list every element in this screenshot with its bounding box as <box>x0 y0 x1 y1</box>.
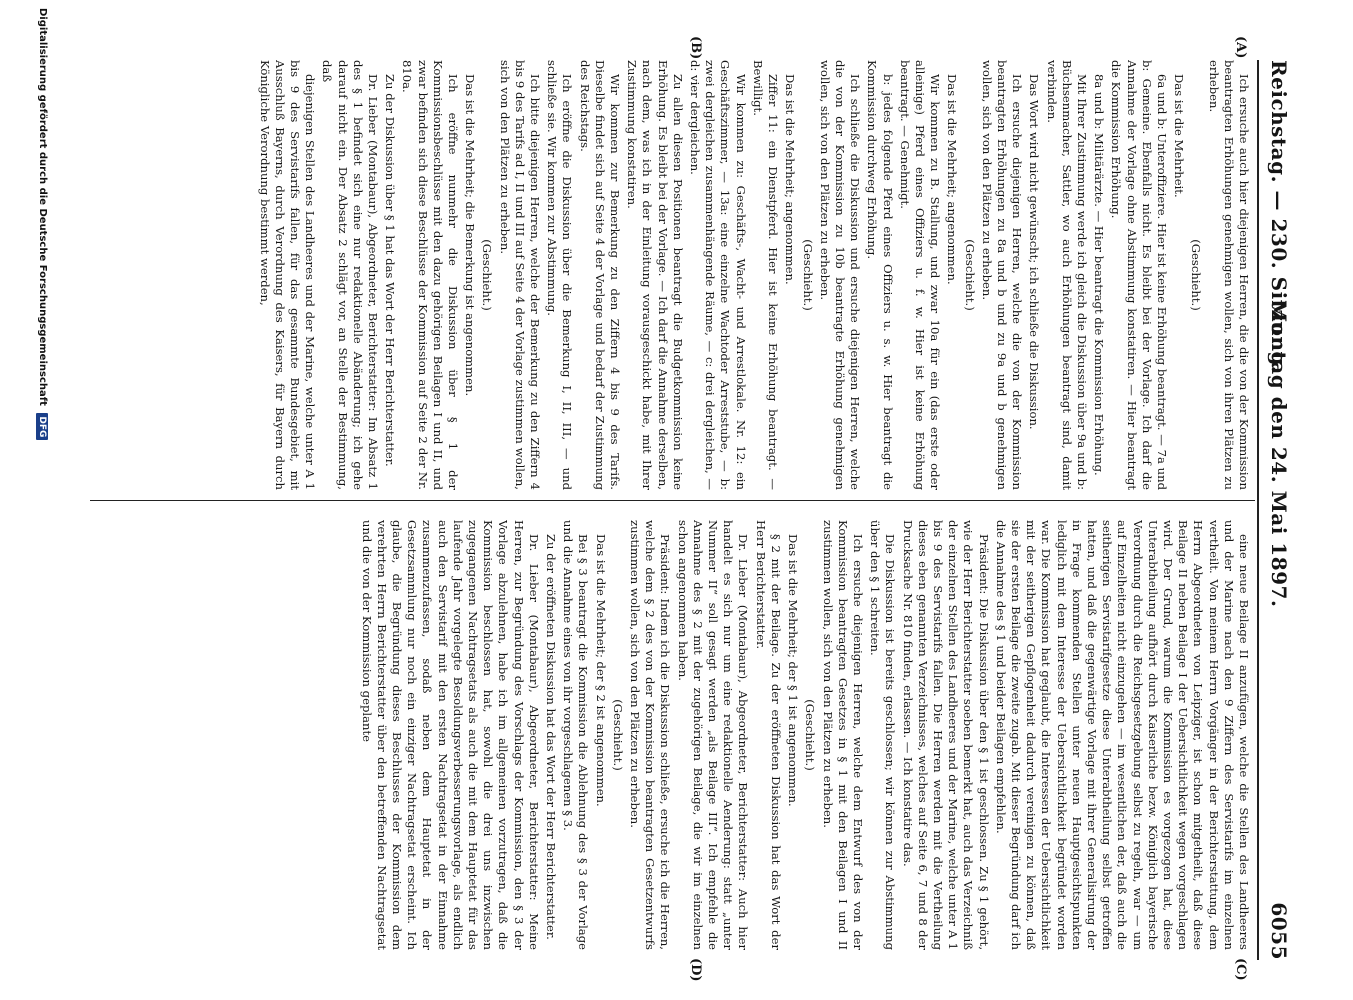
paragraph: Zu der Diskussion über § 1 hat das Wort der Herr Berichterstatter. <box>383 74 398 467</box>
paragraph: Dr. Lieber (Montabaur), Abgeordneter, Berichterstatter: Auch hier handelt es sich nur um eine redaktionelle Aenderung: statt „unter Nummer II“ soll gesagt werden „als Beilage III“. Ich empfehle die Annahme des § 2 mit der zugehörigen Beilage, die wir im einzelnen schon angenommen haben. <box>675 520 751 950</box>
column-divider <box>90 500 1255 501</box>
paragraph: Das ist die Mehrheit; der § 2 ist angenommen. <box>593 534 608 807</box>
header-page-number: 6055 <box>1267 902 1291 960</box>
left-column <box>91 60 1251 490</box>
paragraph: Das ist die Mehrheit; angenommen. <box>783 74 798 285</box>
paragraph: Ich eröffne nunmehr die Diskussion über § 1 der Kommissionsbeschlüsse mit den dazu gehörigen Beilagen I und II, und zwar befinden sich diese Beschlüsse der Kommission auf Seite 2 der Nr. 810a. <box>400 60 461 490</box>
paragraph: (Geschieht.) <box>962 239 977 311</box>
paragraph: diejenigen Stellen des Landheeres und der Marine, welche unter A 1 bis 9 des Servistarifs fallen, für das gesammte Bundesgebiet, mit Ausschluß Bayerns, durch Verordnung des Kaisers, für Bayern durch Königliche Verordnung bestimmt werden, <box>257 60 318 490</box>
paragraph: Die Diskussion ist bereits geschlossen; wir können zur Abstimmung über den § 1 schreiten. <box>868 520 898 950</box>
paragraph: eine neue Beilage II anzufügen, welche die Stellen des Landheeres und der Marine nach den 9 Ziffern des Servistarifs im einzelnen vertheilt. Von meinem Herrn Vorgänger in der Berichterstattung, dem Herrn Abgeordneten von Leipziger, ist schon mitgetheilt, daß diese Beilage II neben Beilage I der Uebersichtlichkeit wegen vorgeschlagen wird. Der Grund, warum die Kommission es vorgezogen hat, diese Unterabtheilung aufhört durch Kaiserliche bezw. Königlich bayerische Verordnung durch die Reichsgesetzgebung selbst zu regeln, war — um auf Einzelheiten nicht einzugehen — im wesentlichen der, daß auch die seitherigen Servistarifgesetze diese Unterabtheilung selbst getroffen hatten, und daß die gegenwärtige Vorlage mit ihrer Generalisirung der in Frage kommenden Stellen unter neuen Hauptgesichtspunkten lediglich mit dem Interesse der Uebersichtlichkeit begründet worden war. Die Kommission hat geglaubt, die Interessen der Uebersichtlichkeit mit der seitherigen Gepflogenheit dadurch vereinigen zu können, daß sie der ersten Beilage die zweite zugab. Mit dieser Begründung darf ich die Annahme des § 1 und beider Beilagen empfehlen. <box>993 520 1251 950</box>
paragraph: Präsident: Die Diskussion über den § 1 ist geschlossen. Zu § 1 gehört, wie der Herr Berichterstatter soeben bemerkt hat, auch das Verzeichniß der einzelnen Stellen des Landheeres und der Marine, welche unter A 1 bis 9 des Servistarifs fallen. Die Herren werden mit die Vertheilung dieses eben genannten Verzeichnisses, welches auf Seite 6, 7 und 8 der Drucksache Nr. 810 finden, erlassen. — Ich konstatire das. <box>900 520 991 950</box>
paragraph: Ich eröffne die Diskussion über die Bemerkung I, II, III, — und schließe sie. Wir kommen zur Abstimmung. <box>545 60 575 490</box>
right-column <box>91 520 1251 950</box>
paragraph: (Geschieht.) <box>1189 239 1204 311</box>
paragraph: (Geschieht.) <box>800 239 815 311</box>
margin-marker-b: (B) <box>688 36 703 60</box>
paragraph: Dr. Lieber (Montabaur), Abgeordneter, Berichterstatter: Im Absatz 1 des § 1 befindet sich eine nur redaktionelle Abänderung; ich gehe darauf nicht ein. Der Absatz 2 schlägt vor, an Stelle der Bestimmung, daß <box>320 60 381 490</box>
header-rule <box>1257 60 1259 960</box>
page-header <box>1261 60 1291 960</box>
paragraph: Wir kommen zur Bemerkung zu den Ziffern 4 bis 9 des Tarifs. Dieselbe findet sich auf Seite 4 der Vorlage und bedarf der Zustimmung des Reichstags. <box>577 60 623 490</box>
margin-marker-a: (A) <box>1233 36 1248 59</box>
paragraph: Bei § 3 beantragt die Kommission die Ablehnung des § 3 der Vorlage und die Annahme eines von ihr vorgeschlagenen § 3. <box>561 520 591 950</box>
paragraph: Ich schließe die Diskussion und ersuche diejenigen Herren, welche die von der Kommission zu 10b beantragte Erhöhung genehmigen wollen, sich von den Plätzen zu erheben. <box>817 60 863 490</box>
paragraph: Dr. Lieber (Montabaur), Abgeordneter, Berichterstatter: Meine Herren, zur Begründung des Vorschlags der Kommission, den § 3 der Vorlage abzulehnen, habe ich im allgemeinen vorzutragen, daß die Kommission beschlossen hat, sowohl die drei uns inzwischen zugegangenen Nachtragsetats als auch die mit dem Hauptetat für das laufende Jahr vorgelegte Besoldungsverbesserungsvorlage, als endlich auch den Servistarif mit den ersten Nachtragsetat in der Einnahme zusammenzufassen, sodaß neben dem Hauptetat in der Gesetzsammlung nur noch ein einziger Nachtragsetat erscheint. Ich glaube, die Begründung dieses Beschlusses der Kommission dem verehrten Herrn Berichterstatter über den betreffenden Nachtragsetat und die von der Kommission geplante <box>359 520 541 950</box>
paragraph: Ich ersuche diejenigen Herren, welche die von der Kommission beantragten Erhöhungen zu 8a und b und zu 9a und b genehmigen wollen, sich von den Plätzen zu erheben. <box>979 60 1025 490</box>
paragraph: Wir kommen zu: Geschäfts-, Wacht- und Arrestlokale. Nr. 12: ein Geschäftszimmer, — 13a: eine einzelne Wachtoder Arreststube, — b: zwei dergleichen zusammenhängende Räume, — c: drei dergleichen, — d: vier dergleichen. <box>688 60 748 490</box>
paragraph: Ich ersuche diejenigen Herren, welche dem Entwurf des von der Kommission beantragten Gesetzes in § 1 mit den Beilagen I und II zustimmen wollen, sich von den Plätzen zu erheben. <box>820 520 865 950</box>
paragraph: (Geschieht.) <box>610 699 625 771</box>
paragraph: Das ist die Mehrheit; die Bemerkung ist angenommen. <box>463 74 478 397</box>
paragraph: (Geschieht.) <box>480 239 495 311</box>
margin-marker-d: (D) <box>688 958 703 982</box>
paragraph: 8a und b: Militärärzte. — Hier beantragt die Kommission Erhöhung. <box>1092 74 1107 476</box>
paragraph: Das ist die Mehrheit. <box>1172 74 1187 198</box>
paragraph: Wir kommen zu B. Stallung, und zwar 10a für ein (das erste oder alleinige) Pferd eines Offiziers u. f. w. Hier ist keine Erhöhung beantragt. — Genehmigt. <box>897 60 943 490</box>
paragraph: Ich bitte diejenigen Herren, welche der Bemerkung zu den Ziffern 4 bis 9 des Tarifs ad I, II und III auf Seite 4 der Vorlage zustimmen wollen, sich von den Plätzen zu erheben. <box>497 60 543 490</box>
paragraph: Ich ersuche auch hier diejenigen Herren, die die von der Kommission beantragten Erhöhungen genehmigen wollen, sich von ihren Plätzen zu erheben. <box>1206 60 1251 490</box>
funding-note <box>36 8 48 998</box>
margin-marker-c: (C) <box>1233 958 1248 981</box>
dfg-logo: DFG <box>36 413 48 440</box>
paragraph: b: jedes folgende Pferd eines Offiziers u. s. w. Hier beantragt die Kommission durchweg Erhöhung. <box>865 60 895 490</box>
paragraph: 6a und b: Unteroffiziere. Hier ist keine Erhöhung beantragt. — 7a und b: Gemeine. Ebenfalls nicht. Es bleibt bei der Vorlage. Ich darf die Annahme der Vorlage ohne Abstimmung konstatiren. — Hier beantragt die Kommission Erhöhung. <box>1109 60 1169 490</box>
paragraph: Das ist die Mehrheit; der § 1 ist angenommen. <box>786 534 801 807</box>
paragraph: (Geschieht.) <box>803 699 818 771</box>
paragraph: § 2 mit der Beilage. Zu der eröffneten Diskussion hat das Wort der Herr Berichterstatter. <box>753 520 783 950</box>
header-date: Montag den 24. Mai 1897. <box>1267 300 1291 608</box>
paragraph: Präsident: Indem ich die Diskussion schließe, ersuche ich die Herren, welche dem § 2 des von der Kommission beantragten Gesetzentwurfs zustimmen wollen, sich von den Plätzen zu erheben. <box>628 520 673 950</box>
paragraph: Zu der eröffneten Diskussion hat das Wort der Herr Berichterstatter. <box>544 534 559 940</box>
paragraph: Ziffer 11: ein Dienstpferd. Hier ist keine Erhöhung beantragt. — Bewilligt. <box>750 60 781 490</box>
paragraph: Das ist die Mehrheit; angenommen. <box>945 74 960 285</box>
funding-note-text: Digitalisierung gefördert durch die Deutsche Forschungsgemeinschaft <box>37 8 48 406</box>
paragraph: Zu allen diesen Positionen beantragt die Budgetkommission keine Erhöhung. Es bleibt bei der Vorlage. — Ich darf die Annahme derselben, nach dem, was ich in der Einleitung vorausgeschickt habe, mit Ihrer Zustimmung konstatiren. <box>625 60 685 490</box>
paragraph: Mit Ihrer Zustimmung werde ich gleich die Diskussion über 9a und b: Büchsenmacher, Sattler, wo auch Erhöhungen beantragt sind, damit verbinden. <box>1044 60 1089 490</box>
header-session: Reichstag. — 230. Sitzung. <box>1267 60 1291 374</box>
paragraph: Das Wort wird nicht gewünscht; ich schließe die Diskussion. <box>1027 74 1042 430</box>
